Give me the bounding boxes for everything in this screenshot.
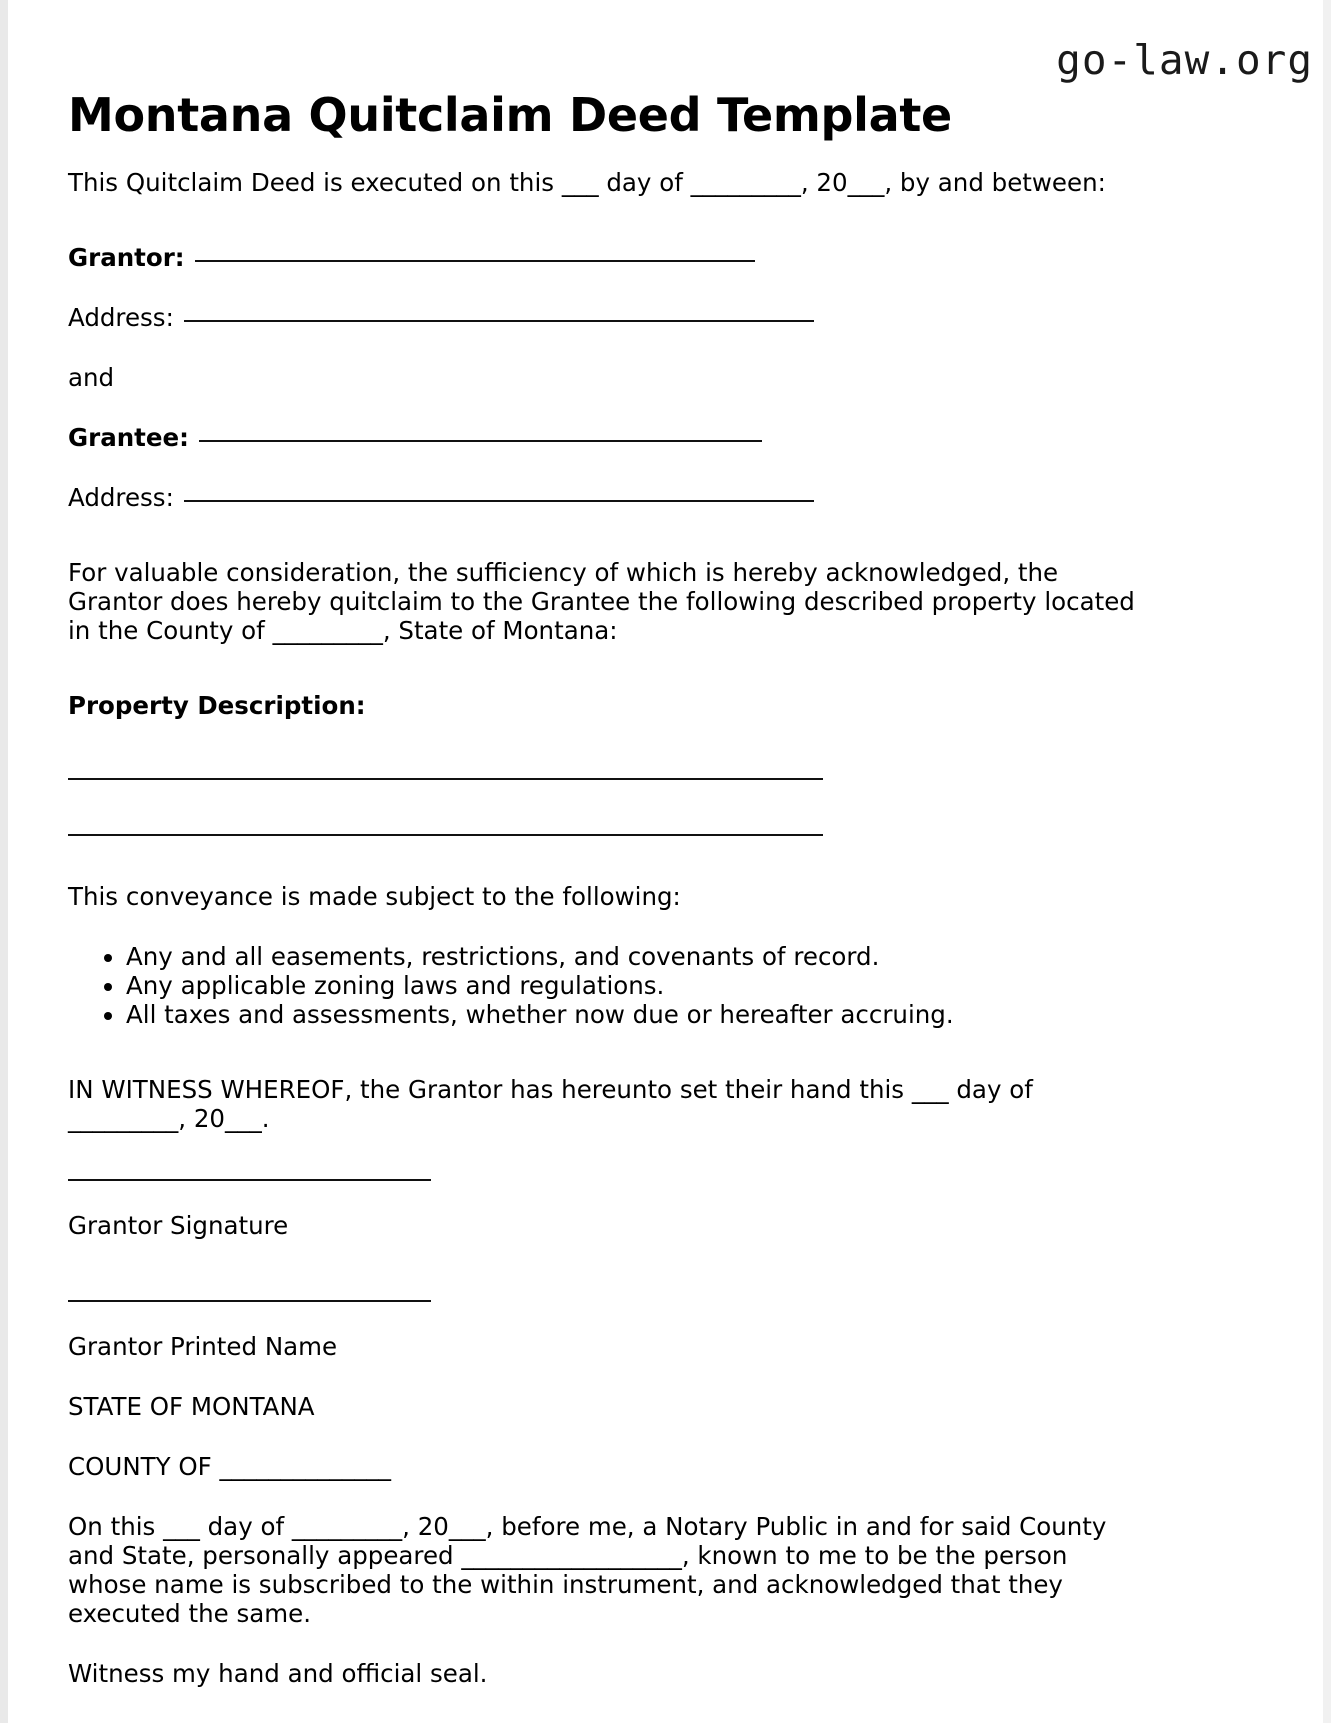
grantor-rule-wrap <box>195 260 755 262</box>
grantor-printed-name-caption: Grantor Printed Name <box>68 1332 338 1361</box>
grantee-input-rule[interactable] <box>199 440 762 442</box>
grantor-signature-caption: Grantor Signature <box>68 1211 289 1240</box>
site-watermark: go-law.org <box>1056 36 1313 84</box>
conveyance-terms-list <box>68 942 1143 1029</box>
grantee-address-rule-wrap <box>184 500 814 502</box>
grantor-address-row <box>68 303 1143 332</box>
list-item: • Any and all easements, restrictions, and covenants of record. <box>126 942 1143 971</box>
grantor-address-input-rule[interactable] <box>184 320 814 322</box>
notary-paragraph: On this ___ day of _________, 20___, before me, a Notary Public in and for said County and State, personally appeared __________________, known to me to be the person whose name is subscribed to the within instrument, and acknowledged that they executed the same. <box>68 1512 1107 1628</box>
grantor-address-label: Address: <box>68 303 174 332</box>
grantor-label: Grantor: <box>68 243 185 272</box>
grantee-field-row <box>68 423 1143 452</box>
conveyance-intro-paragraph: This conveyance is made subject to the following: <box>68 882 681 911</box>
grantee-label: Grantee: <box>68 423 189 452</box>
grantor-input-rule[interactable] <box>195 260 755 262</box>
grantor-field-row <box>68 243 1143 272</box>
list-item: • All taxes and assessments, whether now due or hereafter accruing. <box>126 1000 1143 1029</box>
document-body <box>68 168 1143 1688</box>
property-description-label: Property Description: <box>68 691 366 720</box>
page-edge-right <box>1323 0 1331 1723</box>
seal-line: Witness my hand and official seal. <box>68 1659 488 1688</box>
county-fill-blank[interactable]: ______________ <box>219 1452 392 1481</box>
page-title: Montana Quitclaim Deed Template <box>68 88 952 142</box>
list-item: • Any applicable zoning laws and regulations. <box>126 971 1143 1000</box>
grantee-address-input-rule[interactable] <box>184 500 814 502</box>
page-edge-left <box>0 0 8 1723</box>
grantee-address-label: Address: <box>68 483 174 512</box>
consideration-paragraph: For valuable consideration, the sufficiency of which is hereby acknowledged, the Grantor does hereby quitclaim to the Grantee the following described property located in the County of _________, State of Montana: <box>68 558 1135 645</box>
state-line: STATE OF MONTANA <box>68 1392 315 1421</box>
conjunction-and: and <box>68 363 115 392</box>
county-label: COUNTY OF <box>68 1452 220 1481</box>
grantee-rule-wrap <box>199 440 762 442</box>
grantee-address-row <box>68 483 1143 512</box>
grantor-address-rule-wrap <box>184 320 814 322</box>
intro-paragraph: This Quitclaim Deed is executed on this ___ day of _________, 20___, by and between: <box>68 168 1106 197</box>
county-line <box>68 1452 1143 1481</box>
witness-clause-paragraph: IN WITNESS WHEREOF, the Grantor has hereunto set their hand this ___ day of _________, 20___. <box>68 1075 1033 1133</box>
